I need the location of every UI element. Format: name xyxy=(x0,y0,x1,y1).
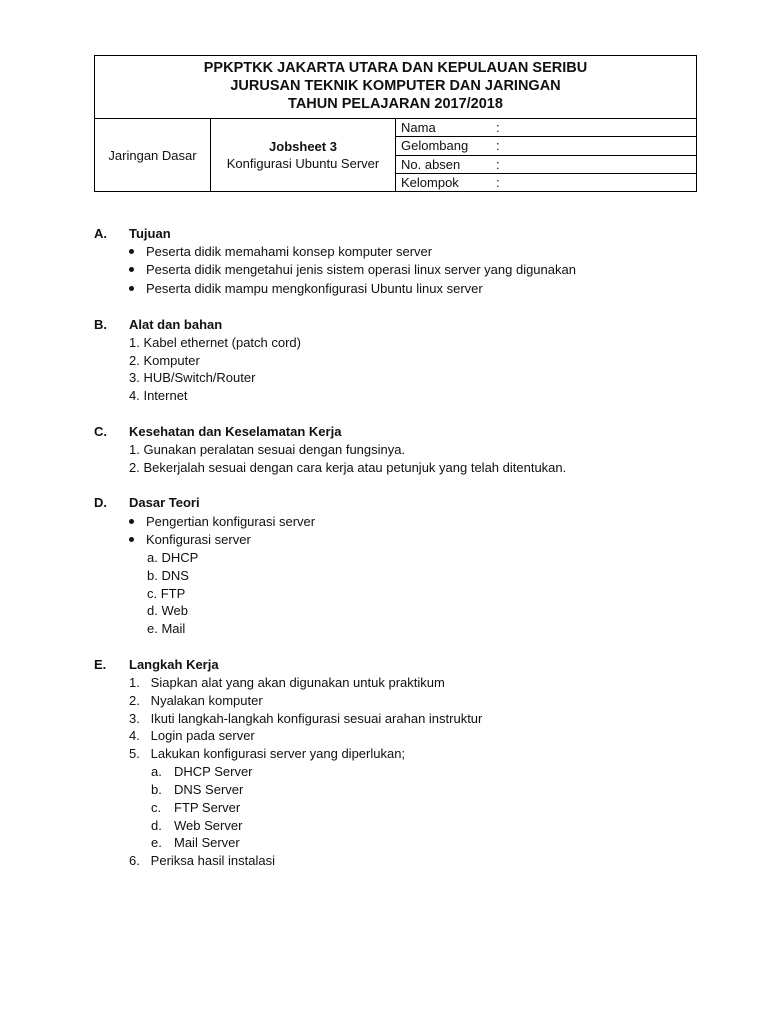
section-letter: B. xyxy=(94,317,107,332)
jobsheet-cell xyxy=(211,119,396,191)
list-item: 4. Internet xyxy=(129,388,188,403)
step-item: 5. Lakukan konfigurasi server yang diperlukan; xyxy=(129,746,406,761)
section-letter: D. xyxy=(94,495,107,510)
sub-step-item: d. Web Server xyxy=(151,818,243,833)
institution-name: PPKPTKK JAKARTA UTARA DAN KEPULAUAN SERIBU xyxy=(203,60,588,76)
header-table xyxy=(94,55,697,192)
list-item: Peserta didik mengetahui jenis sistem operasi linux server yang digunakan xyxy=(129,262,576,277)
sub-step-item: c. FTP Server xyxy=(151,800,241,815)
section-title: Alat dan bahan xyxy=(129,317,223,332)
list-item: Peserta didik memahami konsep komputer server xyxy=(129,244,432,259)
bullet-icon xyxy=(129,267,134,272)
section-title: Tujuan xyxy=(129,226,171,241)
jobsheet-title: Jobsheet 3 xyxy=(269,139,337,154)
sub-step-item: b. DNS Server xyxy=(151,782,244,797)
field-nama[interactable]: Nama : xyxy=(396,119,696,137)
header-info-row xyxy=(95,119,696,191)
bullet-icon xyxy=(129,537,134,542)
header-title-block xyxy=(95,56,696,119)
section-title: Dasar Teori xyxy=(129,495,200,510)
section-title: Langkah Kerja xyxy=(129,657,219,672)
list-item: Konfigurasi server xyxy=(129,532,251,547)
section-letter: C. xyxy=(94,424,107,439)
field-kelompok[interactable]: Kelompok : xyxy=(401,174,500,190)
list-item: 2. Komputer xyxy=(129,353,200,368)
sub-step-item: e. Mail Server xyxy=(151,835,240,850)
list-item: 1. Gunakan peralatan sesuai dengan fungsinya. xyxy=(129,442,406,457)
sub-step-item: a. DHCP Server xyxy=(151,764,253,779)
field-no-absen[interactable]: No. absen : xyxy=(396,156,696,174)
section-letter: A. xyxy=(94,226,107,241)
bullet-icon xyxy=(129,286,134,291)
bullet-icon xyxy=(129,249,134,254)
list-item: 2. Bekerjalah sesuai dengan cara kerja atau petunjuk yang telah ditentukan. xyxy=(129,460,567,475)
field-gelombang[interactable]: Gelombang : xyxy=(396,137,696,155)
list-item: 1. Kabel ethernet (patch cord) xyxy=(129,335,301,350)
sub-list-item: c. FTP xyxy=(147,586,186,601)
list-item: Pengertian konfigurasi server xyxy=(129,514,315,529)
step-item: 2. Nyalakan komputer xyxy=(129,693,263,708)
list-item: 3. HUB/Switch/Router xyxy=(129,370,256,385)
list-item: Peserta didik mampu mengkonfigurasi Ubuntu linux server xyxy=(129,281,483,296)
student-fields xyxy=(396,119,696,191)
sub-list-item: b. DNS xyxy=(147,568,189,583)
academic-year: TAHUN PELAJARAN 2017/2018 xyxy=(288,96,503,112)
step-item: 4. Login pada server xyxy=(129,728,255,743)
jobsheet-subtitle: Konfigurasi Ubuntu Server xyxy=(226,156,380,171)
department-name: JURUSAN TEKNIK KOMPUTER DAN JARINGAN xyxy=(230,78,561,94)
section-letter: E. xyxy=(94,657,107,672)
bullet-icon xyxy=(129,519,134,524)
sub-list-item: e. Mail xyxy=(147,621,186,636)
subject-cell: Jaringan Dasar xyxy=(95,119,211,191)
section-title: Kesehatan dan Keselamatan Kerja xyxy=(129,424,342,439)
sub-list-item: d. Web xyxy=(147,603,188,618)
step-item: 3. Ikuti langkah-langkah konfigurasi sesuai arahan instruktur xyxy=(129,711,483,726)
step-item: 6. Periksa hasil instalasi xyxy=(129,853,275,868)
step-item: 1. Siapkan alat yang akan digunakan untuk praktikum xyxy=(129,675,445,690)
sub-list-item: a. DHCP xyxy=(147,550,199,565)
